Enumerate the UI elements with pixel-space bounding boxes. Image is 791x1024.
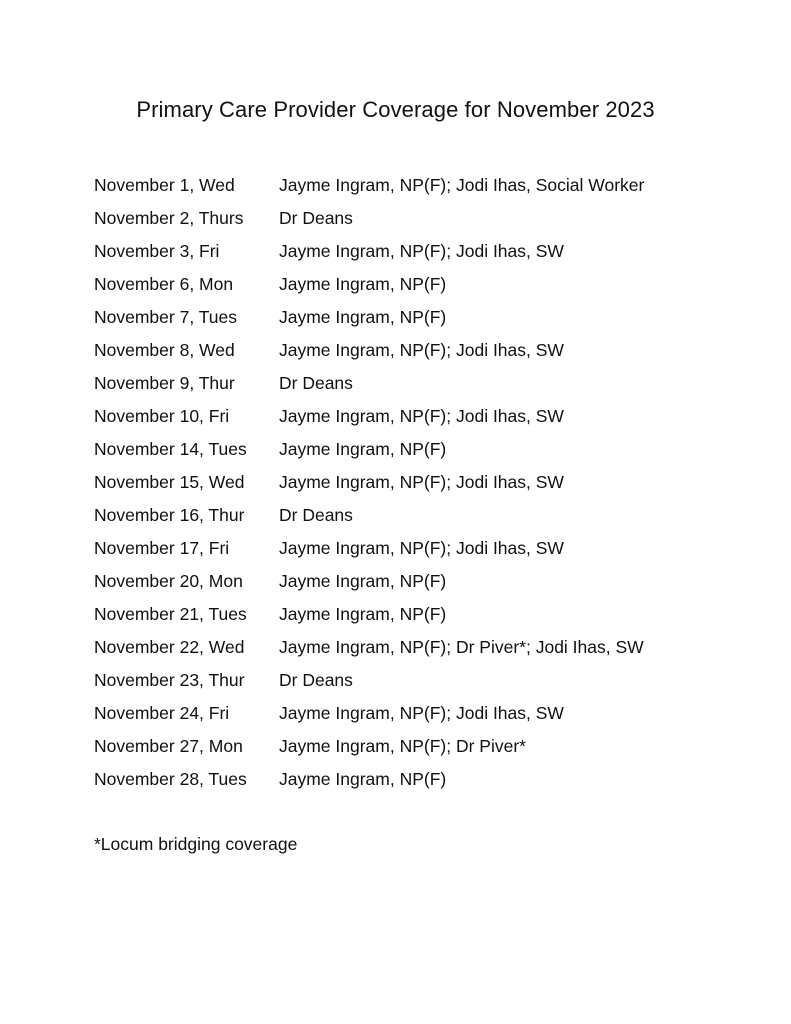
schedule-coverage: Jayme Ingram, NP(F); Jodi Ihas, SW <box>279 538 564 558</box>
schedule-coverage: Jayme Ingram, NP(F) <box>279 274 447 294</box>
schedule-date: November 10, Fri <box>94 406 230 426</box>
schedule-date: November 28, Tues <box>94 769 247 789</box>
schedule-coverage: Jayme Ingram, NP(F); Jodi Ihas, SW <box>279 703 564 723</box>
schedule-row <box>94 302 754 335</box>
schedule-date: November 24, Fri <box>94 703 230 723</box>
schedule-date: November 27, Mon <box>94 736 243 756</box>
schedule-row <box>94 170 754 203</box>
schedule-row <box>94 698 754 731</box>
footnote: *Locum bridging coverage <box>94 834 298 854</box>
schedule-coverage: Dr Deans <box>279 208 353 228</box>
schedule-coverage: Dr Deans <box>279 505 353 525</box>
schedule-coverage: Jayme Ingram, NP(F); Jodi Ihas, SW <box>279 472 564 492</box>
schedule-coverage: Jayme Ingram, NP(F); Jodi Ihas, SW <box>279 241 564 261</box>
coverage-schedule <box>94 170 754 797</box>
schedule-row <box>94 335 754 368</box>
schedule-date: November 3, Fri <box>94 241 220 261</box>
schedule-date: November 14, Tues <box>94 439 247 459</box>
schedule-coverage: Jayme Ingram, NP(F); Jodi Ihas, SW <box>279 340 564 360</box>
schedule-coverage: Jayme Ingram, NP(F); Dr Piver* <box>279 736 526 756</box>
schedule-row <box>94 269 754 302</box>
schedule-coverage: Dr Deans <box>279 670 353 690</box>
schedule-date: November 2, Thurs <box>94 208 244 228</box>
schedule-coverage: Jayme Ingram, NP(F); Dr Piver*; Jodi Ihas, SW <box>279 637 644 657</box>
schedule-coverage: Jayme Ingram, NP(F); Jodi Ihas, SW <box>279 406 564 426</box>
page-title: Primary Care Provider Coverage for November 2023 <box>136 97 655 122</box>
schedule-row <box>94 434 754 467</box>
schedule-coverage: Jayme Ingram, NP(F) <box>279 571 447 591</box>
schedule-row <box>94 665 754 698</box>
schedule-row <box>94 401 754 434</box>
schedule-date: November 1, Wed <box>94 175 235 195</box>
schedule-row <box>94 731 754 764</box>
schedule-coverage: Jayme Ingram, NP(F) <box>279 307 447 327</box>
schedule-date: November 22, Wed <box>94 637 245 657</box>
schedule-coverage: Jayme Ingram, NP(F); Jodi Ihas, Social Worker <box>279 175 645 195</box>
schedule-coverage: Jayme Ingram, NP(F) <box>279 604 447 624</box>
schedule-date: November 16, Thur <box>94 505 245 525</box>
schedule-row <box>94 500 754 533</box>
schedule-date: November 9, Thur <box>94 373 235 393</box>
schedule-coverage: Jayme Ingram, NP(F) <box>279 439 447 459</box>
schedule-row <box>94 533 754 566</box>
schedule-date: November 20, Mon <box>94 571 243 591</box>
schedule-row <box>94 236 754 269</box>
schedule-row <box>94 368 754 401</box>
schedule-date: November 17, Fri <box>94 538 230 558</box>
schedule-row <box>94 599 754 632</box>
schedule-date: November 15, Wed <box>94 472 245 492</box>
schedule-row <box>94 764 754 797</box>
schedule-date: November 21, Tues <box>94 604 247 624</box>
schedule-coverage: Dr Deans <box>279 373 353 393</box>
schedule-coverage: Jayme Ingram, NP(F) <box>279 769 447 789</box>
schedule-date: November 8, Wed <box>94 340 235 360</box>
schedule-date: November 23, Thur <box>94 670 245 690</box>
schedule-row <box>94 203 754 236</box>
schedule-row <box>94 566 754 599</box>
schedule-row <box>94 467 754 500</box>
schedule-row <box>94 632 754 665</box>
schedule-date: November 6, Mon <box>94 274 234 294</box>
schedule-date: November 7, Tues <box>94 307 237 327</box>
